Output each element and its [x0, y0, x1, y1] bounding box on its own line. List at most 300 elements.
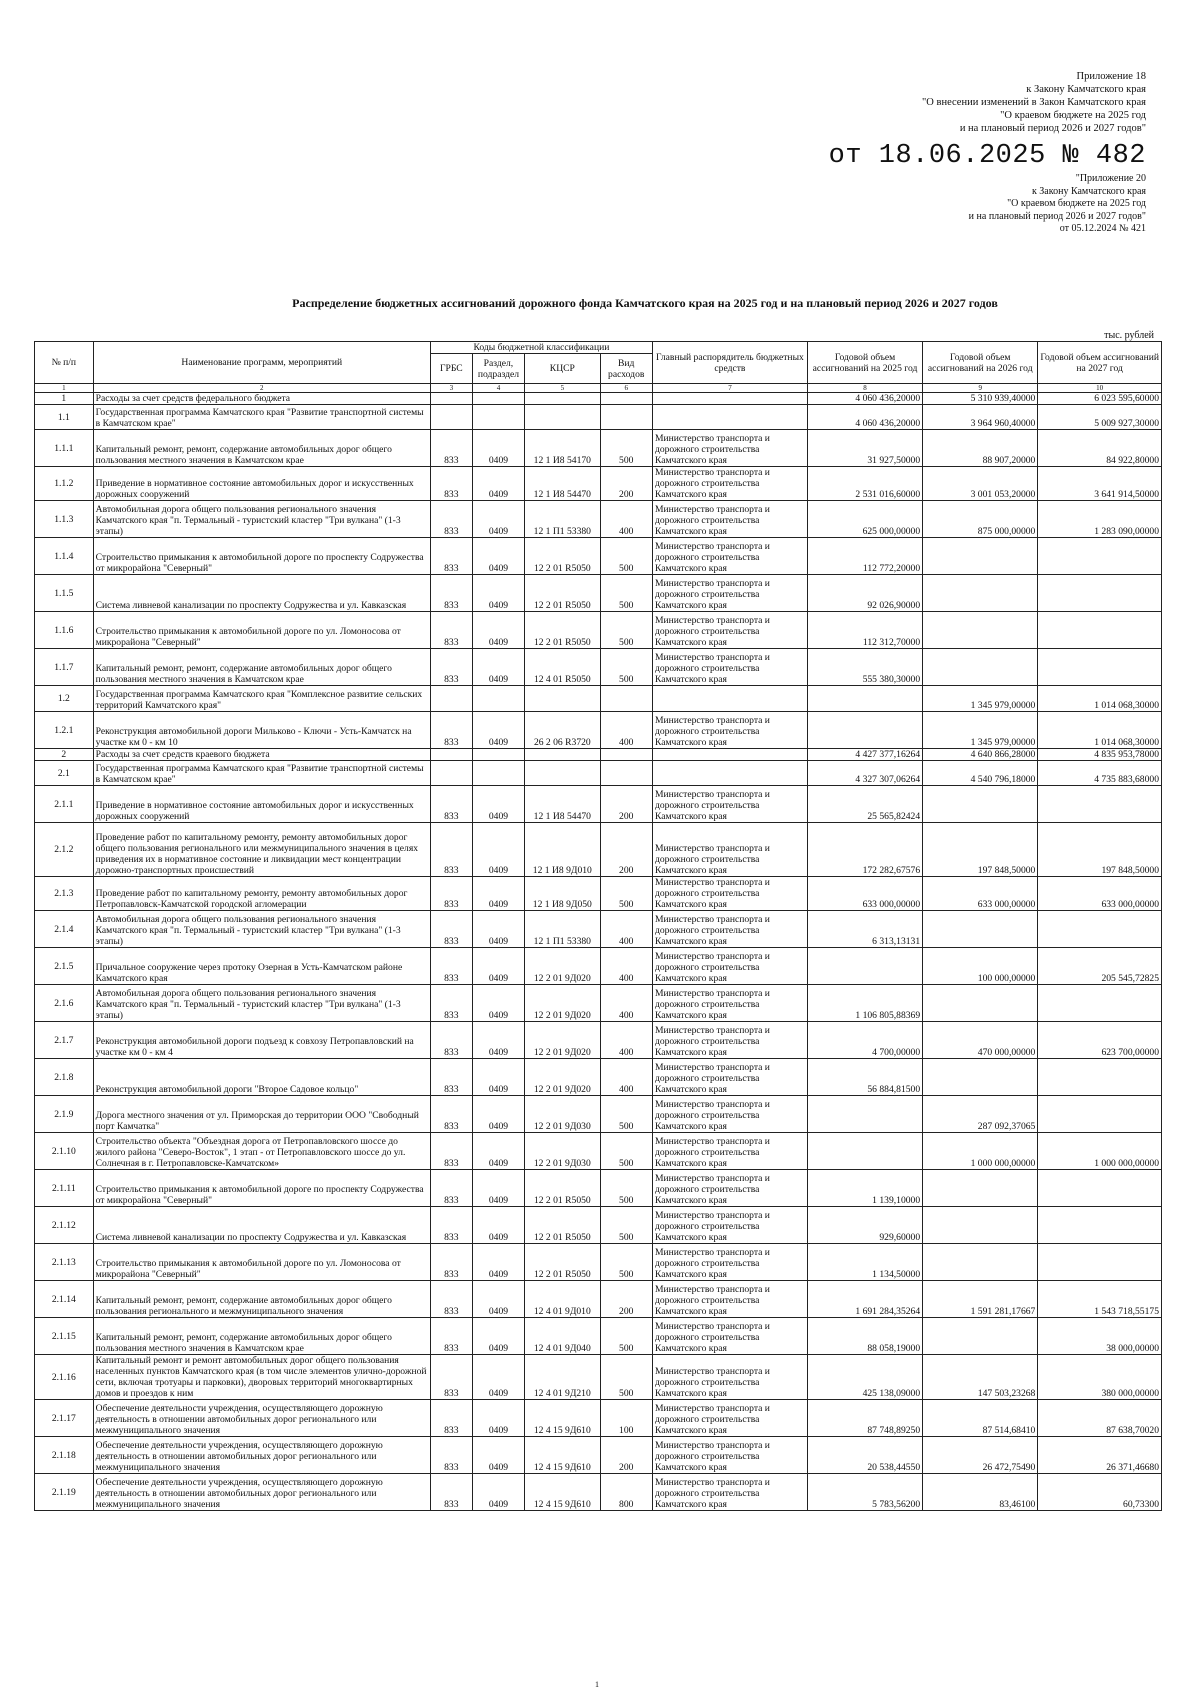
row-razdel: 0409 — [472, 467, 524, 501]
row-kcsr: 12 2 01 R5050 — [525, 538, 600, 575]
row-number: 1.1.3 — [35, 501, 94, 538]
row-kcsr: 12 1 П1 53380 — [525, 911, 600, 948]
row-amount-2027 — [1038, 1244, 1162, 1281]
row-name: Капитальный ремонт, ремонт, содержание автомобильных дорог общего пользования местного значения в Камчатском крае — [93, 430, 430, 467]
row-amount-2025: 929,60000 — [807, 1207, 922, 1244]
row-amount-2027: 4 735 883,68000 — [1038, 761, 1162, 786]
row-amount-2026 — [923, 649, 1038, 686]
row-amount-2026 — [923, 1244, 1038, 1281]
row-name: Строительство объекта "Объездная дорога от Петропавловского шоссе до жилого района "Северо-Восток", 1 этап - от Петропавловского шоссе до ул. Солнечная в г. Петропавловске-Камчатском» — [93, 1133, 430, 1170]
table-row — [35, 1318, 1162, 1355]
row-manager: Министерство транспорта и дорожного строительства Камчатского края — [652, 1170, 807, 1207]
row-amount-2027 — [1038, 575, 1162, 612]
row-vid: 400 — [600, 1059, 652, 1096]
table-row — [35, 575, 1162, 612]
budget-table — [34, 341, 1162, 1511]
row-manager: Министерство транспорта и дорожного строительства Камчатского края — [652, 1400, 807, 1437]
row-amount-2027: 1 000 000,00000 — [1038, 1133, 1162, 1170]
row-amount-2027: 380 000,00000 — [1038, 1355, 1162, 1400]
table-row — [35, 405, 1162, 430]
row-amount-2026 — [923, 985, 1038, 1022]
row-vid: 200 — [600, 823, 652, 877]
row-amount-2026 — [923, 1170, 1038, 1207]
row-grbs: 833 — [430, 1170, 472, 1207]
table-row — [35, 761, 1162, 786]
table-row — [35, 1059, 1162, 1096]
document-title: Распределение бюджетных ассигнований дорожного фонда Камчатского края на 2025 год и на плановый период 2026 и 2027 годов — [292, 296, 998, 310]
row-name: Расходы за счет средств краевого бюджета — [93, 749, 430, 761]
row-amount-2025 — [807, 1096, 922, 1133]
col-header-vid: Вид расходов — [600, 354, 652, 384]
column-index-cell: 8 — [807, 384, 922, 393]
row-grbs: 833 — [430, 467, 472, 501]
row-name: Строительство примыкания к автомобильной дороге по ул. Ломоносова от микрорайона "Северный" — [93, 1244, 430, 1281]
row-number: 2.1 — [35, 761, 94, 786]
row-number: 1.2 — [35, 686, 94, 712]
row-kcsr: 12 1 И8 54470 — [525, 467, 600, 501]
row-grbs: 833 — [430, 1059, 472, 1096]
row-amount-2027 — [1038, 612, 1162, 649]
row-manager: Министерство транспорта и дорожного строительства Камчатского края — [652, 575, 807, 612]
row-grbs — [430, 749, 472, 761]
table-row — [35, 1355, 1162, 1400]
table-row — [35, 948, 1162, 985]
row-razdel: 0409 — [472, 823, 524, 877]
row-amount-2027 — [1038, 1170, 1162, 1207]
old-appendix-line: и на плановый период 2026 и 2027 годов" — [968, 210, 1146, 222]
row-razdel: 0409 — [472, 1059, 524, 1096]
row-vid: 500 — [600, 538, 652, 575]
row-razdel: 0409 — [472, 877, 524, 911]
row-amount-2025 — [807, 948, 922, 985]
row-number: 2.1.18 — [35, 1437, 94, 1474]
col-header-codes: Коды бюджетной классификации — [430, 342, 652, 354]
row-amount-2025: 112 312,70000 — [807, 612, 922, 649]
row-amount-2027: 4 835 953,78000 — [1038, 749, 1162, 761]
table-row — [35, 501, 1162, 538]
appendix-line: "О краевом бюджете на 2025 год — [1000, 110, 1146, 121]
row-razdel: 0409 — [472, 1022, 524, 1059]
row-amount-2027: 6 023 595,60000 — [1038, 393, 1162, 405]
row-manager: Министерство транспорта и дорожного строительства Камчатского края — [652, 823, 807, 877]
appendix-line: "О внесении изменений в Закон Камчатского края — [922, 97, 1146, 108]
row-grbs: 833 — [430, 911, 472, 948]
row-vid: 500 — [600, 430, 652, 467]
row-manager: Министерство транспорта и дорожного строительства Камчатского края — [652, 467, 807, 501]
row-manager: Министерство транспорта и дорожного строительства Камчатского края — [652, 501, 807, 538]
row-kcsr: 12 2 01 9Д020 — [525, 1059, 600, 1096]
row-razdel: 0409 — [472, 1474, 524, 1511]
row-grbs: 833 — [430, 1133, 472, 1170]
row-amount-2026 — [923, 575, 1038, 612]
row-razdel — [472, 686, 524, 712]
row-razdel: 0409 — [472, 712, 524, 749]
row-kcsr: 12 4 01 9Д040 — [525, 1318, 600, 1355]
row-vid: 400 — [600, 712, 652, 749]
row-manager: Министерство транспорта и дорожного строительства Камчатского края — [652, 1474, 807, 1511]
table-row — [35, 1400, 1162, 1437]
row-vid: 500 — [600, 649, 652, 686]
row-amount-2026: 470 000,00000 — [923, 1022, 1038, 1059]
row-amount-2027: 26 371,46680 — [1038, 1437, 1162, 1474]
row-amount-2027 — [1038, 985, 1162, 1022]
row-amount-2026 — [923, 1318, 1038, 1355]
row-amount-2025: 25 565,82424 — [807, 786, 922, 823]
row-amount-2027 — [1038, 538, 1162, 575]
row-name: Автомобильная дорога общего пользования регионального значения Камчатского края "п. Термальный - туристский кластер "Три вулкана" (1-3 этапы) — [93, 501, 430, 538]
row-grbs: 833 — [430, 1437, 472, 1474]
table-row — [35, 538, 1162, 575]
row-name: Расходы за счет средств федерального бюджета — [93, 393, 430, 405]
row-amount-2027: 1 014 068,30000 — [1038, 686, 1162, 712]
col-header-razdel: Раздел, подраздел — [472, 354, 524, 384]
row-amount-2026: 5 310 939,40000 — [923, 393, 1038, 405]
row-number: 1.1.5 — [35, 575, 94, 612]
row-name: Капитальный ремонт и ремонт автомобильных дорог общего пользования населенных пунктов Камчатского края (в том числе элементов улично-дорожной сети, включая тротуары и парковки), дворовых территорий многоквартирных домов и проездов к ним — [93, 1355, 430, 1400]
row-name: Причальное сооружение через протоку Озерная в Усть-Камчатском районе Камчатского края — [93, 948, 430, 985]
row-kcsr: 12 2 01 R5050 — [525, 1207, 600, 1244]
row-amount-2025: 1 691 284,35264 — [807, 1281, 922, 1318]
row-name: Реконструкция автомобильной дороги "Второе Садовое кольцо" — [93, 1059, 430, 1096]
table-row — [35, 430, 1162, 467]
row-vid: 200 — [600, 467, 652, 501]
row-manager: Министерство транспорта и дорожного строительства Камчатского края — [652, 985, 807, 1022]
col-header-2026: Годовой объем ассигнований на 2026 год — [923, 342, 1038, 384]
row-razdel: 0409 — [472, 1437, 524, 1474]
column-index-cell: 10 — [1038, 384, 1162, 393]
row-name: Строительство примыкания к автомобильной дороге по проспекту Содружества от микрорайона "Северный" — [93, 538, 430, 575]
row-vid: 100 — [600, 1400, 652, 1437]
old-appendix-line: от 05.12.2024 № 421 — [1059, 223, 1146, 234]
row-vid: 500 — [600, 1170, 652, 1207]
old-appendix-line: "О краевом бюджете на 2025 год — [1007, 198, 1146, 209]
row-amount-2025: 4 060 436,20000 — [807, 393, 922, 405]
row-name: Автомобильная дорога общего пользования регионального значения Камчатского края "п. Термальный - туристский кластер "Три вулкана" (1-3 этапы) — [93, 985, 430, 1022]
row-kcsr — [525, 686, 600, 712]
row-number: 2 — [35, 749, 94, 761]
row-manager — [652, 686, 807, 712]
row-grbs: 833 — [430, 649, 472, 686]
row-name: Автомобильная дорога общего пользования регионального значения Камчатского края "п. Термальный - туристский кластер "Три вулкана" (1-3 этапы) — [93, 911, 430, 948]
col-header-kcsr: КЦСР — [525, 354, 600, 384]
row-vid — [600, 405, 652, 430]
column-index-cell: 5 — [525, 384, 600, 393]
row-name: Капитальный ремонт, ремонт, содержание автомобильных дорог общего пользования местного значения в Камчатском крае — [93, 649, 430, 686]
table-row — [35, 786, 1162, 823]
row-name: Реконструкция автомобильной дороги подъезд к совхозу Петропавловский на участке км 0 - км 4 — [93, 1022, 430, 1059]
table-body — [35, 393, 1162, 1511]
row-razdel: 0409 — [472, 1318, 524, 1355]
col-header-grbs: ГРБС — [430, 354, 472, 384]
row-grbs — [430, 686, 472, 712]
table-row — [35, 1437, 1162, 1474]
row-amount-2025: 4 060 436,20000 — [807, 405, 922, 430]
table-row — [35, 393, 1162, 405]
row-amount-2027: 87 638,70020 — [1038, 1400, 1162, 1437]
table-row — [35, 877, 1162, 911]
row-razdel: 0409 — [472, 1096, 524, 1133]
row-name: Капитальный ремонт, ремонт, содержание автомобильных дорог общего пользования регионального и межмуниципального значения — [93, 1281, 430, 1318]
row-razdel — [472, 393, 524, 405]
row-grbs: 833 — [430, 1207, 472, 1244]
row-razdel — [472, 761, 524, 786]
row-manager: Министерство транспорта и дорожного строительства Камчатского края — [652, 1318, 807, 1355]
row-amount-2025: 92 026,90000 — [807, 575, 922, 612]
row-amount-2027: 197 848,50000 — [1038, 823, 1162, 877]
row-amount-2026: 633 000,00000 — [923, 877, 1038, 911]
table-row — [35, 985, 1162, 1022]
row-manager: Министерство транспорта и дорожного строительства Камчатского края — [652, 712, 807, 749]
table-row — [35, 649, 1162, 686]
row-amount-2025: 555 380,30000 — [807, 649, 922, 686]
row-name: Строительство примыкания к автомобильной дороге по ул. Ломоносова от микрорайона "Северный" — [93, 612, 430, 649]
row-amount-2027: 3 641 914,50000 — [1038, 467, 1162, 501]
row-kcsr: 12 1 И8 54170 — [525, 430, 600, 467]
row-razdel: 0409 — [472, 1170, 524, 1207]
row-kcsr: 12 2 01 R5050 — [525, 575, 600, 612]
row-vid: 800 — [600, 1474, 652, 1511]
table-row — [35, 1022, 1162, 1059]
row-kcsr — [525, 749, 600, 761]
column-index-cell: 2 — [93, 384, 430, 393]
row-grbs: 833 — [430, 1022, 472, 1059]
row-amount-2027: 633 000,00000 — [1038, 877, 1162, 911]
row-kcsr: 12 1 И8 54470 — [525, 786, 600, 823]
row-manager: Министерство транспорта и дорожного строительства Камчатского края — [652, 1281, 807, 1318]
row-manager — [652, 405, 807, 430]
column-index-cell: 6 — [600, 384, 652, 393]
row-number: 2.1.9 — [35, 1096, 94, 1133]
row-amount-2027 — [1038, 1096, 1162, 1133]
row-razdel: 0409 — [472, 1400, 524, 1437]
row-amount-2026: 1 345 979,00000 — [923, 686, 1038, 712]
row-vid: 500 — [600, 1318, 652, 1355]
row-manager: Министерство транспорта и дорожного строительства Камчатского края — [652, 1244, 807, 1281]
row-razdel: 0409 — [472, 501, 524, 538]
row-amount-2025: 6 313,13131 — [807, 911, 922, 948]
row-razdel: 0409 — [472, 985, 524, 1022]
row-kcsr: 12 4 15 9Д610 — [525, 1437, 600, 1474]
row-amount-2026 — [923, 1207, 1038, 1244]
row-number: 1.1.4 — [35, 538, 94, 575]
units-label: тыс. рублей — [1104, 330, 1154, 341]
page-number: 1 — [595, 1680, 599, 1689]
row-name: Дорога местного значения от ул. Приморская до территории ООО "Свободный порт Камчатка" — [93, 1096, 430, 1133]
row-razdel: 0409 — [472, 1355, 524, 1400]
row-kcsr: 12 2 01 9Д020 — [525, 1022, 600, 1059]
row-grbs: 833 — [430, 1318, 472, 1355]
row-number: 1.2.1 — [35, 712, 94, 749]
appendix-line: Приложение 18 — [1076, 71, 1146, 82]
row-amount-2027: 623 700,00000 — [1038, 1022, 1162, 1059]
row-razdel: 0409 — [472, 612, 524, 649]
row-name: Капитальный ремонт, ремонт, содержание автомобильных дорог общего пользования местного значения в Камчатском крае — [93, 1318, 430, 1355]
row-kcsr: 12 2 01 R5050 — [525, 612, 600, 649]
column-index-cell: 4 — [472, 384, 524, 393]
row-number: 1.1.1 — [35, 430, 94, 467]
row-kcsr: 12 4 15 9Д610 — [525, 1474, 600, 1511]
old-appendix-line: "Приложение 20 — [1075, 173, 1146, 184]
row-amount-2027: 60,73300 — [1038, 1474, 1162, 1511]
row-amount-2026: 87 514,68410 — [923, 1400, 1038, 1437]
row-name: Государственная программа Камчатского края "Развитие транспортной системы в Камчатском крае" — [93, 761, 430, 786]
row-grbs: 833 — [430, 786, 472, 823]
row-vid: 200 — [600, 1281, 652, 1318]
row-amount-2026: 1 345 979,00000 — [923, 712, 1038, 749]
row-manager: Министерство транспорта и дорожного строительства Камчатского края — [652, 1096, 807, 1133]
table-row — [35, 823, 1162, 877]
row-number: 2.1.2 — [35, 823, 94, 877]
row-vid: 200 — [600, 1437, 652, 1474]
row-amount-2027: 38 000,00000 — [1038, 1318, 1162, 1355]
row-grbs: 833 — [430, 501, 472, 538]
row-grbs: 833 — [430, 1400, 472, 1437]
row-vid: 400 — [600, 911, 652, 948]
column-index-cell: 3 — [430, 384, 472, 393]
row-amount-2025: 4 700,00000 — [807, 1022, 922, 1059]
col-header-no: № п/п — [35, 342, 94, 384]
row-number: 1.1.2 — [35, 467, 94, 501]
row-amount-2025 — [807, 1133, 922, 1170]
row-amount-2025 — [807, 686, 922, 712]
row-name: Государственная программа Камчатского края "Развитие транспортной системы в Камчатском крае" — [93, 405, 430, 430]
row-kcsr: 12 2 01 R5050 — [525, 1170, 600, 1207]
row-number: 2.1.16 — [35, 1355, 94, 1400]
row-amount-2026: 3 964 960,40000 — [923, 405, 1038, 430]
row-manager: Министерство транспорта и дорожного строительства Камчатского края — [652, 538, 807, 575]
table-row — [35, 712, 1162, 749]
row-number: 2.1.7 — [35, 1022, 94, 1059]
row-number: 2.1.17 — [35, 1400, 94, 1437]
row-manager: Министерство транспорта и дорожного строительства Камчатского края — [652, 1059, 807, 1096]
row-razdel — [472, 405, 524, 430]
row-manager — [652, 761, 807, 786]
row-number: 2.1.1 — [35, 786, 94, 823]
col-header-2027: Годовой объем ассигнований на 2027 год — [1038, 342, 1162, 384]
row-razdel: 0409 — [472, 1281, 524, 1318]
row-amount-2027: 84 922,80000 — [1038, 430, 1162, 467]
row-kcsr: 12 4 15 9Д610 — [525, 1400, 600, 1437]
row-vid: 200 — [600, 786, 652, 823]
row-manager — [652, 393, 807, 405]
row-kcsr: 12 2 01 9Д020 — [525, 985, 600, 1022]
row-vid: 500 — [600, 575, 652, 612]
row-name: Государственная программа Камчатского края "Комплексное развитие сельских территорий Камчатского края" — [93, 686, 430, 712]
row-amount-2027: 1 014 068,30000 — [1038, 712, 1162, 749]
row-amount-2026: 875 000,00000 — [923, 501, 1038, 538]
row-manager: Министерство транспорта и дорожного строительства Камчатского края — [652, 1133, 807, 1170]
row-amount-2025: 1 139,10000 — [807, 1170, 922, 1207]
row-amount-2025: 425 138,09000 — [807, 1355, 922, 1400]
row-vid: 500 — [600, 1355, 652, 1400]
table-row — [35, 1281, 1162, 1318]
row-grbs: 833 — [430, 1474, 472, 1511]
appendix-header — [922, 70, 1146, 135]
row-number: 2.1.8 — [35, 1059, 94, 1096]
row-amount-2026: 4 640 866,28000 — [923, 749, 1038, 761]
row-razdel: 0409 — [472, 649, 524, 686]
row-vid — [600, 393, 652, 405]
row-amount-2026: 197 848,50000 — [923, 823, 1038, 877]
row-razdel: 0409 — [472, 948, 524, 985]
table-row — [35, 911, 1162, 948]
row-grbs — [430, 761, 472, 786]
row-kcsr: 12 1 П1 53380 — [525, 501, 600, 538]
row-kcsr — [525, 393, 600, 405]
row-amount-2026 — [923, 911, 1038, 948]
row-grbs: 833 — [430, 823, 472, 877]
row-kcsr: 12 4 01 R5050 — [525, 649, 600, 686]
row-name: Обеспечение деятельности учреждения, осуществляющего дорожную деятельность в отношении автомобильных дорог регионального или межмуниципального значения — [93, 1437, 430, 1474]
row-number: 2.1.12 — [35, 1207, 94, 1244]
row-amount-2025 — [807, 712, 922, 749]
row-grbs: 833 — [430, 538, 472, 575]
row-razdel: 0409 — [472, 786, 524, 823]
col-header-manager: Главный распорядитель бюджетных средств — [652, 342, 807, 384]
row-manager — [652, 749, 807, 761]
row-razdel: 0409 — [472, 1207, 524, 1244]
row-vid: 500 — [600, 1244, 652, 1281]
row-vid: 500 — [600, 1096, 652, 1133]
column-index-cell: 9 — [923, 384, 1038, 393]
row-manager: Министерство транспорта и дорожного строительства Камчатского края — [652, 786, 807, 823]
row-grbs: 833 — [430, 575, 472, 612]
row-kcsr: 12 2 01 R5050 — [525, 1244, 600, 1281]
row-manager: Министерство транспорта и дорожного строительства Камчатского края — [652, 1437, 807, 1474]
row-amount-2026: 287 092,37065 — [923, 1096, 1038, 1133]
table-row — [35, 1096, 1162, 1133]
row-number: 2.1.13 — [35, 1244, 94, 1281]
row-number: 2.1.15 — [35, 1318, 94, 1355]
row-amount-2025: 112 772,20000 — [807, 538, 922, 575]
row-manager: Министерство транспорта и дорожного строительства Камчатского края — [652, 948, 807, 985]
row-amount-2025: 633 000,00000 — [807, 877, 922, 911]
appendix-line: к Закону Камчатского края — [1026, 84, 1146, 95]
col-header-name: Наименование программ, мероприятий — [93, 342, 430, 384]
row-vid: 500 — [600, 1133, 652, 1170]
row-grbs: 833 — [430, 612, 472, 649]
table-row — [35, 467, 1162, 501]
row-manager: Министерство транспорта и дорожного строительства Камчатского края — [652, 1355, 807, 1400]
row-grbs: 833 — [430, 877, 472, 911]
row-name: Реконструкция автомобильной дороги Мильково - Ключи - Усть-Камчатск на участке км 0 - км 10 — [93, 712, 430, 749]
table-row — [35, 1207, 1162, 1244]
row-number: 2.1.11 — [35, 1170, 94, 1207]
row-amount-2026 — [923, 538, 1038, 575]
law-date-stamp: от 18.06.2025 № 482 — [828, 141, 1146, 171]
row-number: 1.1.6 — [35, 612, 94, 649]
row-name: Проведение работ по капитальному ремонту, ремонту автомобильных дорог общего пользования регионального или межмуниципального значения в целях приведения их в нормативное состояние и ликвидации мест концентрации дорожно-транспортных происшествий — [93, 823, 430, 877]
table-row — [35, 749, 1162, 761]
row-amount-2027 — [1038, 649, 1162, 686]
row-vid: 500 — [600, 877, 652, 911]
table-row — [35, 612, 1162, 649]
row-name: Система ливневой канализации по проспекту Содружества и ул. Кавказская — [93, 1207, 430, 1244]
row-vid: 500 — [600, 1207, 652, 1244]
row-kcsr: 12 2 01 9Д020 — [525, 948, 600, 985]
row-grbs: 833 — [430, 1096, 472, 1133]
row-amount-2026: 88 907,20000 — [923, 430, 1038, 467]
table-row — [35, 1474, 1162, 1511]
row-grbs: 833 — [430, 712, 472, 749]
row-razdel: 0409 — [472, 430, 524, 467]
row-amount-2025: 4 327 307,06264 — [807, 761, 922, 786]
row-amount-2025: 172 282,67576 — [807, 823, 922, 877]
row-number: 1.1 — [35, 405, 94, 430]
row-amount-2026 — [923, 786, 1038, 823]
row-razdel: 0409 — [472, 1133, 524, 1170]
row-amount-2026: 1 000 000,00000 — [923, 1133, 1038, 1170]
